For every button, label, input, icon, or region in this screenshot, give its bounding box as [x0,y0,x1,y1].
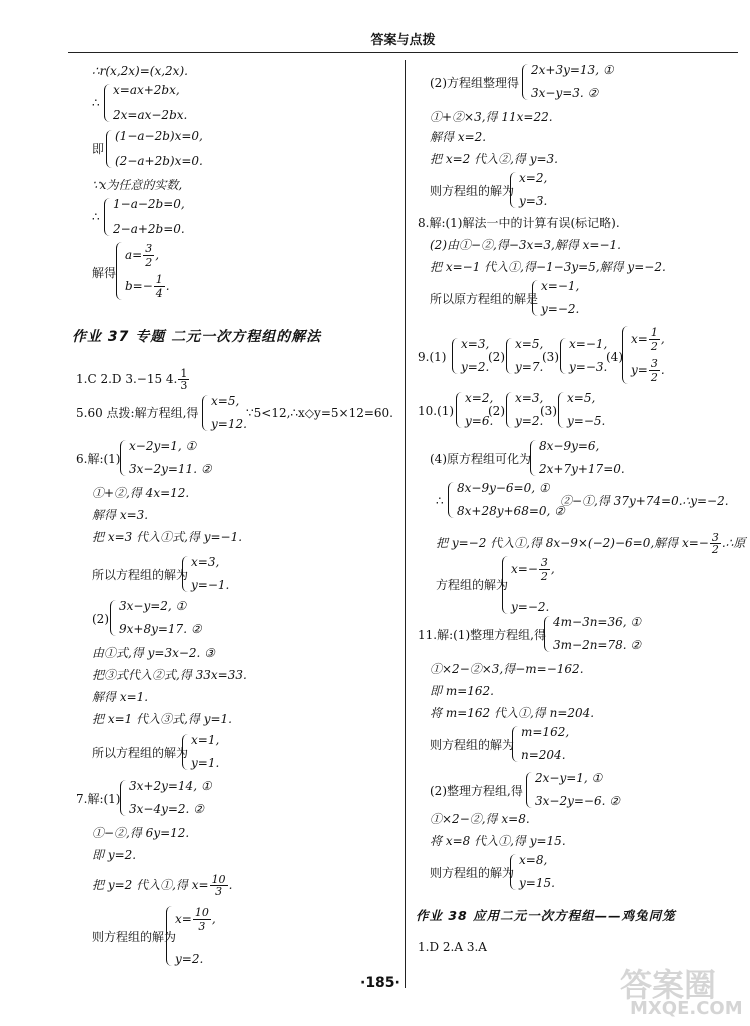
text-line: ①+②,得 4x=12. [92,486,190,500]
text-line: 解得 x=2. [430,130,487,144]
text-line: ∴r(x,2x)=(x,2x). [92,64,188,78]
equation-system: 3x+2y=14, ① 3x−4y=2. ② [120,780,212,816]
text-line: 即 y=2. [92,848,137,862]
text-line: (2)方程组整理得 [430,76,519,90]
answer-line: (2) [488,404,505,418]
text-line: 所以方程组的解为 [92,568,189,582]
equation-system: x=−1, y=−2. [532,280,579,316]
therefore-symbol: ∴ [92,96,100,110]
text-line: 把 x=1 代入③式,得 y=1. [92,712,232,726]
text-line: 把 x=2 代入②,得 y=3. [430,152,558,166]
answer-line: 11.解:(1)整理方程组,得 [418,628,546,642]
answer-line: 10.(1) [418,404,455,418]
text-line: 把 x=−1 代入①,得−1−3y=5,解得 y=−2. [430,260,666,274]
text-line: 所以方程组的解为 [92,746,189,760]
equation-system: (1−a−2b)x=0, (2−a+2b)x=0. [106,130,203,168]
text-line: 将 m=162 代入①,得 n=204. [430,706,595,720]
text-line: 即 m=162. [430,684,494,698]
text-line: 解得 x=1. [92,690,149,704]
text-line: 解得 [92,266,117,280]
answer-line: 9.(1) [418,350,447,364]
equation-system: x=3, y=−1. [182,556,229,592]
answer-line: ∵5<12,∴x◇y=5×12=60. [246,406,393,420]
equation-system: x=5, y=7. [506,338,543,374]
therefore-symbol: ∴ [436,494,444,508]
text-line: (4)原方程组可化为 [430,452,531,466]
equation-system: x=8, y=15. [510,854,555,890]
equation-system: x= $\frac{10}{3}$ , y=2. [166,906,216,966]
text-line: 把 y=2 代入①,得 x= $\frac{10}{3}$ . [92,873,233,898]
text-line: (2)整理方程组,得 [430,784,523,798]
text-line: 由①式,得 y=3x−2. ③ [92,646,215,660]
equation-system: 1−a−2b=0, 2−a+2b=0. [104,198,185,236]
equation-system: x=− $\frac{3}{2}$ , y=−2. [502,556,555,614]
text-line: (2)由①−②,得−3x=3,解得 x=−1. [430,238,621,252]
text-line: (2) [92,612,109,626]
header-title: 答案与点拨 [370,33,436,48]
equation-system: x=−1, y=−3. [560,338,607,374]
page-number: ·185· [360,975,400,991]
text-line: 把 x=3 代入①式,得 y=−1. [92,530,243,544]
answer-line: 1.C 2.D 3.−15 4. $\frac{1}{3}$ [76,367,188,392]
equation-system: a= $\frac{3}{2}$ , b=− $\frac{1}{4}$ . [116,242,170,300]
text-line: 解得 x=3. [92,508,149,522]
therefore-symbol: ∴ [92,210,100,224]
answer-line: (3) [540,404,557,418]
watermark-line-2: MXQE.COM [630,998,743,1019]
equation-system: x=ax+2bx, 2x=ax−2bx. [104,84,187,122]
text-line: 即 [92,142,105,156]
section-heading: 作业 38 应用二元一次方程组——鸡兔同笼 [416,908,676,923]
equation-system: 8x−9y−6=0, ① 8x+28y+68=0, ② [448,482,565,518]
text-line: 则方程组的解为 [430,738,515,752]
watermark-logo [600,960,750,1026]
text-line: 方程组的解为 [436,578,509,592]
text-line: 则方程组的解为 [92,930,177,944]
text-line: 所以原方程组的解是 [430,292,539,306]
equation-system: m=162, n=204. [512,726,569,762]
answer-line: (2) [488,350,505,364]
equation-system: x=3, y=2. [506,392,543,428]
text-line: ①+②×3,得 11x=22. [430,110,553,124]
answer-line: 1.D 2.A 3.A [418,940,487,954]
text-line: 将 x=8 代入①,得 y=15. [430,834,566,848]
answer-line: 8.解:(1)解法一中的计算有误(标记略). [418,216,620,230]
answer-line: (4) [606,350,623,364]
answer-line: 7.解:(1) [76,792,121,806]
text-line: ①×2−②,得 x=8. [430,812,530,826]
equation-system: 8x−9y=6, 2x+7y+17=0. [530,440,625,476]
equation-system: x=3, y=2. [452,338,489,374]
equation-system: 2x+3y=13, ① 3x−y=3. ② [522,64,614,100]
equation-system: 3x−y=2, ① 9x+8y=17. ② [110,600,202,636]
section-heading: 作业 37 专题 二元一次方程组的解法 [72,329,322,345]
equation-system: x=2, y=3. [510,172,547,208]
equation-system: x= $\frac{1}{2}$ , y= $\frac{3}{2}$ . [622,326,665,384]
text-line: ①×2−②×3,得−m=−162. [430,662,584,676]
equation-system: 2x−y=1, ① 3x−2y=−6. ② [526,772,620,808]
equation-system: x=5, y=12. [202,395,247,431]
text-line: ①−②,得 6y=12. [92,826,190,840]
equation-system: x−2y=1, ① 3x−2y=11. ② [120,440,212,476]
text-line: ∵x为任意的实数, [92,178,183,192]
answer-line: 6.解:(1) [76,452,121,466]
equation-system: 4m−3n=36, ① 3m−2n=78. ② [544,616,641,652]
equation-system: x=1, y=1. [182,734,219,770]
answer-line: (3) [542,350,559,364]
text-line: 把 y=−2 代入①,得 8x−9×(−2)−6=0,解得 x=− $\frac{3}{2}$ .∴原 [436,531,746,556]
watermark-line-1: 答案圈 [620,966,717,1004]
text-line: ②−①,得 37y+74=0.∴y=−2. [560,494,729,508]
text-line: 把③式代入②式,得 33x=33. [92,668,247,682]
answer-line: 5.60 点拨:解方程组,得 [76,406,199,420]
text-line: 则方程组的解为 [430,866,515,880]
text-line: 则方程组的解为 [430,184,515,198]
equation-system: x=5, y=−5. [558,392,605,428]
equation-system: x=2, y=6. [456,392,493,428]
